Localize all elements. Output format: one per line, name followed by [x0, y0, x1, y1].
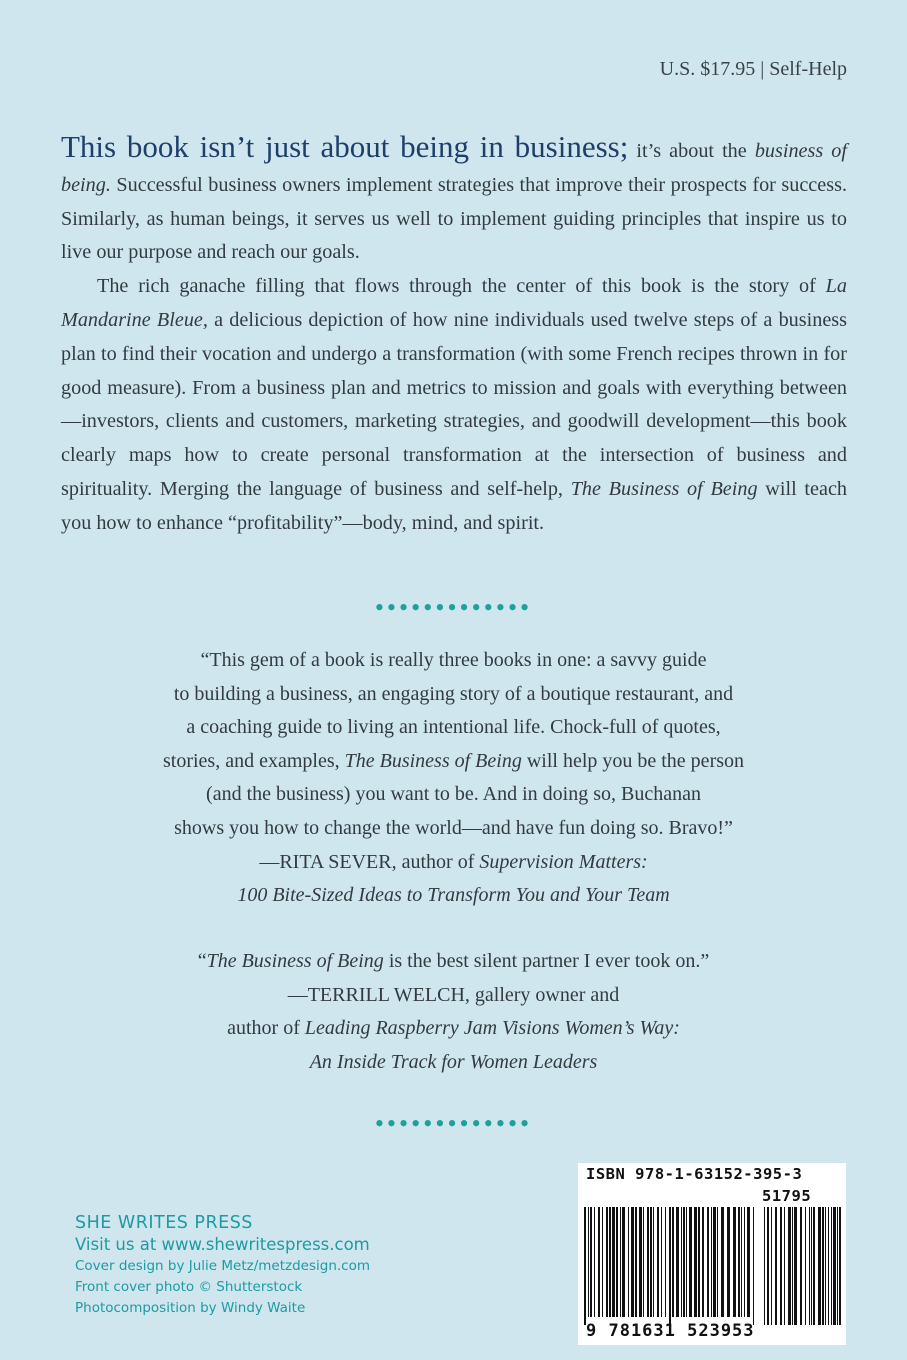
barcode-bar [780, 1207, 782, 1325]
barcode-bar [837, 1207, 838, 1325]
barcode-bar [788, 1207, 791, 1325]
barcode-bar [639, 1207, 642, 1317]
barcode-bar [672, 1207, 674, 1317]
blurb-paragraph-2: The rich ganache filling that flows through the center of this book is the story of La Mandarine Bleue, a delicious depiction of how nine individuals used twelve steps of a business plan to find their vocation and undergo a transformation (with some French recipes thrown in for good measure). From a business plan and metrics to mission and goals with everything between—investors, clients and customers, marketing strategies, and goodwill development—this book clearly maps how to create personal transformation at the intersection of business and spirituality. Merging the language of business and self-help, The Business of Being will teach you how to enhance “profitability”—body, mind, and spirit. [61, 275, 847, 534]
barcode-bar [707, 1207, 709, 1317]
barcode-bar [784, 1207, 785, 1325]
dot-divider-bottom: ••••••••••••• [374, 1109, 533, 1138]
isbn-barcode [578, 1163, 846, 1345]
isbn-number: ISBN 978-1-63152-395-3 [586, 1165, 803, 1183]
barcode-bar [631, 1207, 634, 1317]
barcode-bars [582, 1207, 844, 1325]
barcode-bar [628, 1207, 629, 1317]
barcode-bar [744, 1207, 745, 1317]
endorsement-quote-1: “This gem of a book is really three books in one: a savvy guide to building a business, an engaging story of a boutique restaurant, and a coaching guide to living an intentional life. Chock-full of quotes, stories, and examples, The Business of Being will help you be the person (and the business) you want to be. And in doing so, Buchanan shows you how to change the world—and have fun doing so. Bravo!” —RITA SEVER, author of Supervision Matters: 100 Bite-Sized Ideas to Transform You and Your Team [0, 644, 907, 913]
barcode-bar [676, 1207, 679, 1317]
barcode-bar [764, 1207, 765, 1325]
barcode-bar [612, 1207, 615, 1317]
barcode-bar [643, 1207, 644, 1317]
barcode-bar [635, 1207, 637, 1317]
price-category-line: U.S. $17.95 | Self-Help [659, 58, 847, 80]
barcode-bar [683, 1207, 685, 1317]
barcode-bar [681, 1207, 682, 1317]
barcode-bar [694, 1207, 697, 1317]
barcode-bar [794, 1207, 797, 1325]
photocomposition-credit: Photocomposition by Windy Waite [75, 1300, 306, 1316]
barcode-bar [620, 1207, 621, 1317]
barcode-bar [818, 1207, 821, 1325]
publisher-name: SHE WRITES PRESS [75, 1213, 253, 1233]
barcode-bar [809, 1207, 810, 1325]
barcode-bar [717, 1207, 718, 1317]
dot-divider-top: ••••••••••••• [374, 593, 533, 622]
cover-design-credit: Cover design by Julie Metz/metzdesign.com [75, 1258, 371, 1274]
cover-photo-credit: Front cover photo © Shutterstock [75, 1279, 303, 1295]
quote-2-attribution: —TERRILL WELCH, gallery owner and [287, 983, 620, 1006]
barcode-bar [831, 1207, 832, 1325]
barcode-bar [609, 1207, 611, 1317]
barcode-bar [588, 1207, 589, 1317]
barcode-bar [650, 1207, 652, 1317]
blurb-paragraph-1: This book isn’t just about being in business; it’s about the business of being. Successful business owners implement strategies that improve their prospects for success. Similarly, as human beings, it serves us well to implement guiding principles that inspire us to live our purpose and reach our goals. [61, 129, 847, 264]
barcode-bar [775, 1207, 777, 1325]
barcode-bar [800, 1207, 802, 1325]
barcode-bar [711, 1207, 712, 1317]
barcode-bar [653, 1207, 654, 1317]
barcode-bar [661, 1207, 662, 1317]
barcode-bar [594, 1207, 595, 1317]
barcode-bar [698, 1207, 700, 1317]
barcode-bar [811, 1207, 812, 1325]
barcode-bar [805, 1207, 806, 1325]
barcode-bar [702, 1207, 704, 1317]
barcode-bar [584, 1207, 586, 1325]
barcode-bar [792, 1207, 793, 1325]
barcode-bar [602, 1207, 603, 1317]
publisher-website: Visit us at www.shewritespress.com [75, 1235, 370, 1254]
barcode-bar [727, 1207, 730, 1317]
blurb-lead: This book isn’t just about being in business; [61, 129, 629, 164]
barcode-bar [833, 1207, 836, 1325]
barcode-bar [590, 1207, 592, 1317]
barcode-bar [747, 1207, 750, 1317]
barcode-bar [622, 1207, 625, 1317]
barcode-bar [713, 1207, 716, 1317]
barcode-bar [771, 1207, 772, 1325]
barcode-bar [741, 1207, 742, 1317]
barcode-bar [825, 1207, 826, 1325]
book-blurb [61, 130, 847, 541]
barcode-bar [669, 1207, 671, 1325]
barcode-bar [733, 1207, 736, 1317]
barcode-bar [689, 1207, 692, 1317]
barcode-bar [647, 1207, 649, 1317]
barcode-bar [822, 1207, 824, 1325]
barcode-bar [606, 1207, 608, 1317]
barcode-bar [813, 1207, 815, 1325]
endorsement-quote-2: “The Business of Being is the best silent partner I ever took on.” —TERRILL WELCH, gallery owner and author of Leading Raspberry Jam Visions Women’s Way: An Inside Track for Women Leaders [0, 945, 907, 1079]
barcode-bar [738, 1207, 740, 1317]
barcode-bar [753, 1207, 754, 1325]
quote-1-attribution: —RITA SEVER, author of Supervision Matters: [259, 850, 648, 873]
barcode-bar [721, 1207, 724, 1317]
barcode-bar [616, 1207, 618, 1317]
barcode-bar [665, 1207, 666, 1317]
barcode-bar [598, 1207, 600, 1317]
ean-number: 9 781631 523953 [586, 1321, 755, 1341]
barcode-bar [839, 1207, 841, 1325]
price-addon-code: 51795 [762, 1187, 812, 1205]
barcode-bar [657, 1207, 659, 1317]
barcode-bar [686, 1207, 687, 1317]
barcode-bar [767, 1207, 769, 1325]
barcode-bar [828, 1207, 829, 1325]
publisher-block [75, 1212, 370, 1319]
